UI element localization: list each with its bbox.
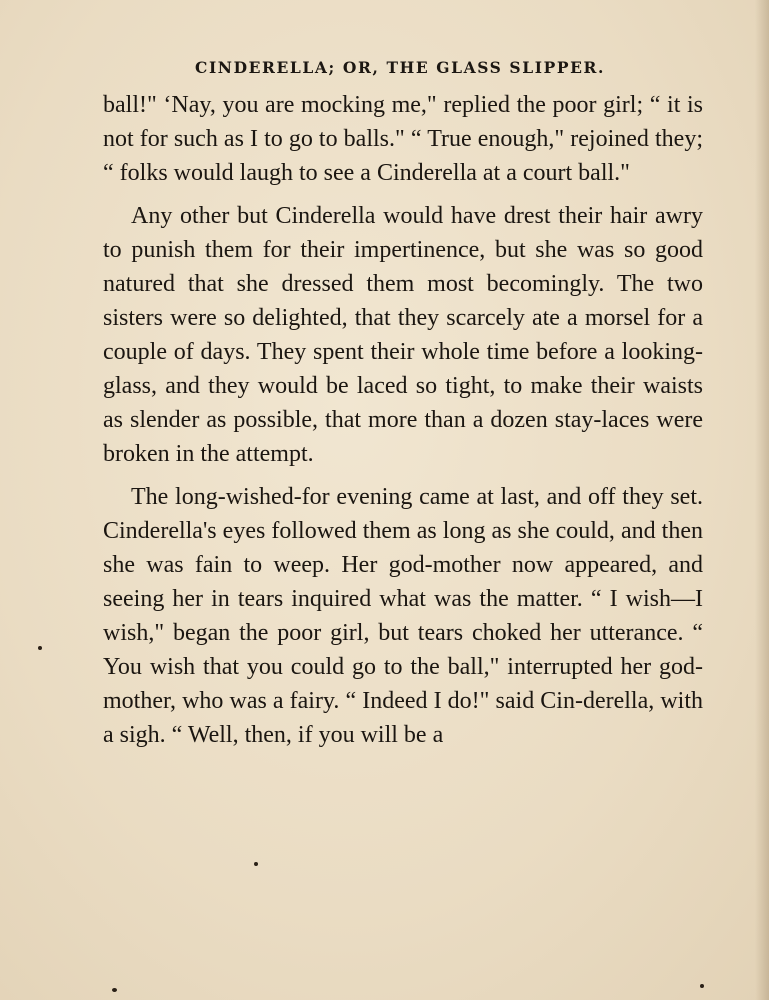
ink-speck <box>112 988 117 992</box>
paragraph-1: ball!" ‘Nay, you are mocking me," replied the poor girl; “ it is not for such as I to go to balls." “ True enough," rejoined they; “ folks would laugh to see a Cinderella at a court ball." <box>103 92 703 186</box>
paragraph-3: The long-wished-for evening came at last, and off they set. Cinderella's eyes followed them as long as she could, and then she was fain to weep. Her god-mother now appeared, and seeing her in tears inquired what was the matter. “ I wish—I wish," began the poor girl, but tears choked her utterance. “ You wish that you could go to the ball," interrupted her god-mother, who was a fairy. “ Indeed I do!" said Cin-derella, with a sigh. “ Well, then, if you will be a <box>103 484 703 748</box>
ink-speck <box>254 862 258 866</box>
ink-speck <box>38 646 42 650</box>
page-body <box>103 88 703 761</box>
running-title: CINDERELLA; OR, THE GLASS SLIPPER. <box>195 58 605 77</box>
ink-speck <box>700 984 704 988</box>
page-edge-shadow <box>755 0 769 1000</box>
paragraph-2: Any other but Cinderella would have drest their hair awry to punish them for their impertinence, but she was so good natured that she dressed them most becomingly. The two sisters were so delighted, that they scarcely ate a morsel for a couple of days. They spent their whole time before a looking-glass, and they would be laced so tight, to make their waists as slender as possible, that more than a dozen stay-laces were broken in the attempt. <box>103 203 703 467</box>
